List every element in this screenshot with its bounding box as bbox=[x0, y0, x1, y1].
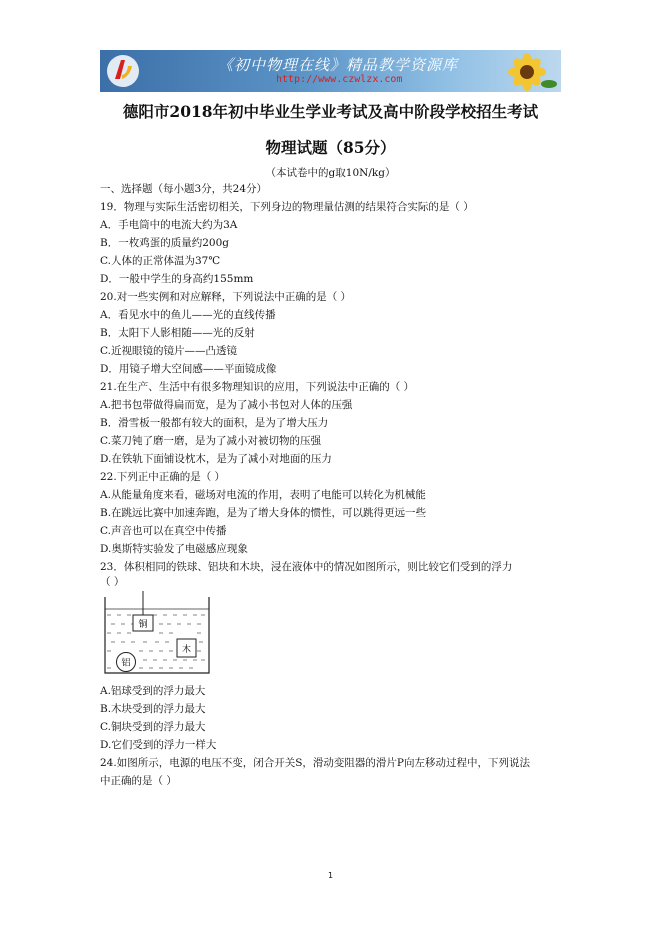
question-stem: 21.在生产、生活中有很多物理知识的应用，下列说法中正确的（ ） bbox=[100, 381, 415, 393]
question-option: D.它们受到的浮力一样大 bbox=[100, 739, 217, 751]
question-option: A．手电筒中的电流大约为3A bbox=[100, 219, 238, 231]
question-stem-continued: （ ） bbox=[100, 576, 125, 588]
question-option: D.在铁轨下面铺设枕木，是为了减小对地面的压力 bbox=[100, 453, 332, 465]
iron-label: 铜 bbox=[138, 620, 148, 630]
section-heading: 一、选择题（每小题3分，共24分） bbox=[100, 183, 268, 195]
page-number: 1 bbox=[327, 871, 334, 880]
question-option: A.从能量角度来看，磁场对电流的作用，表明了电能可以转化为机械能 bbox=[100, 489, 426, 501]
question-option: D.奥斯特实验发了电磁感应现象 bbox=[100, 543, 248, 555]
question-option: D．用镜子增大空间感——平面镜成像 bbox=[100, 363, 277, 375]
question-stem: 23．体积相同的铁球、铝块和木块，浸在液体中的情况如图所示，则比较它们受到的浮力 bbox=[100, 561, 513, 573]
aluminum-label: 铝 bbox=[121, 658, 131, 669]
buoyancy-figure bbox=[103, 591, 211, 675]
question-option: D．一般中学生的身高约155mm bbox=[100, 273, 254, 285]
question-option: B．一枚鸡蛋的质量约200g bbox=[100, 237, 229, 249]
question-option: B.木块受到的浮力最大 bbox=[100, 703, 206, 715]
wood-label: 木 bbox=[181, 645, 192, 655]
question-stem: 20.对一些实例和对应解释，下列说法中正确的是（ ） bbox=[100, 291, 352, 303]
question-stem: 22.下列正中正确的是（ ） bbox=[100, 471, 226, 483]
header-banner bbox=[100, 50, 561, 92]
banner-url: http://www.czwlzx.com bbox=[276, 74, 403, 85]
question-option: C.铜块受到的浮力最大 bbox=[100, 721, 206, 733]
question-option: C.菜刀钝了磨一磨，是为了减小对被切物的压强 bbox=[100, 435, 321, 447]
question-stem-continued: 中正确的是（ ） bbox=[100, 775, 177, 787]
question-stem: 19．物理与实际生活密切相关，下列身边的物理量估测的结果符合实际的是（ ） bbox=[100, 201, 474, 213]
question-option: C.近视眼镜的镜片——凸透镜 bbox=[100, 345, 237, 357]
exam-note: （本试卷中的g取10N/kg） bbox=[265, 167, 396, 179]
question-option: B．太阳下人影相随——光的反射 bbox=[100, 327, 255, 339]
question-option: A.把书包带做得扁而宽，是为了减小书包对人体的压强 bbox=[100, 399, 353, 411]
site-logo-icon bbox=[106, 54, 140, 88]
question-stem: 24.如图所示，电源的电压不变，闭合开关S，滑动变阻器的滑片P向左移动过程中，下列说法 bbox=[100, 757, 530, 769]
question-option: A．看见水中的鱼儿——光的直线传播 bbox=[100, 309, 276, 321]
question-option: B.在跳远比赛中加速奔跑，是为了增大身体的惯性，可以跳得更远一些 bbox=[100, 507, 427, 519]
question-option: C.声音也可以在真空中传播 bbox=[100, 525, 227, 537]
question-option: C.人体的正常体温为37℃ bbox=[100, 255, 221, 267]
exam-subtitle: 物理试题（85分） bbox=[265, 138, 396, 157]
banner-title: 《初中物理在线》精品教学资源库 bbox=[218, 56, 459, 74]
question-option: B．滑雪板一般都有较大的面积，是为了增大压力 bbox=[100, 417, 329, 429]
question-option: A.铝球受到的浮力最大 bbox=[100, 685, 206, 697]
exam-title: 德阳市2018年初中毕业生学业考试及高中阶段学校招生考试 bbox=[122, 102, 539, 121]
sunflower-icon bbox=[487, 52, 557, 92]
